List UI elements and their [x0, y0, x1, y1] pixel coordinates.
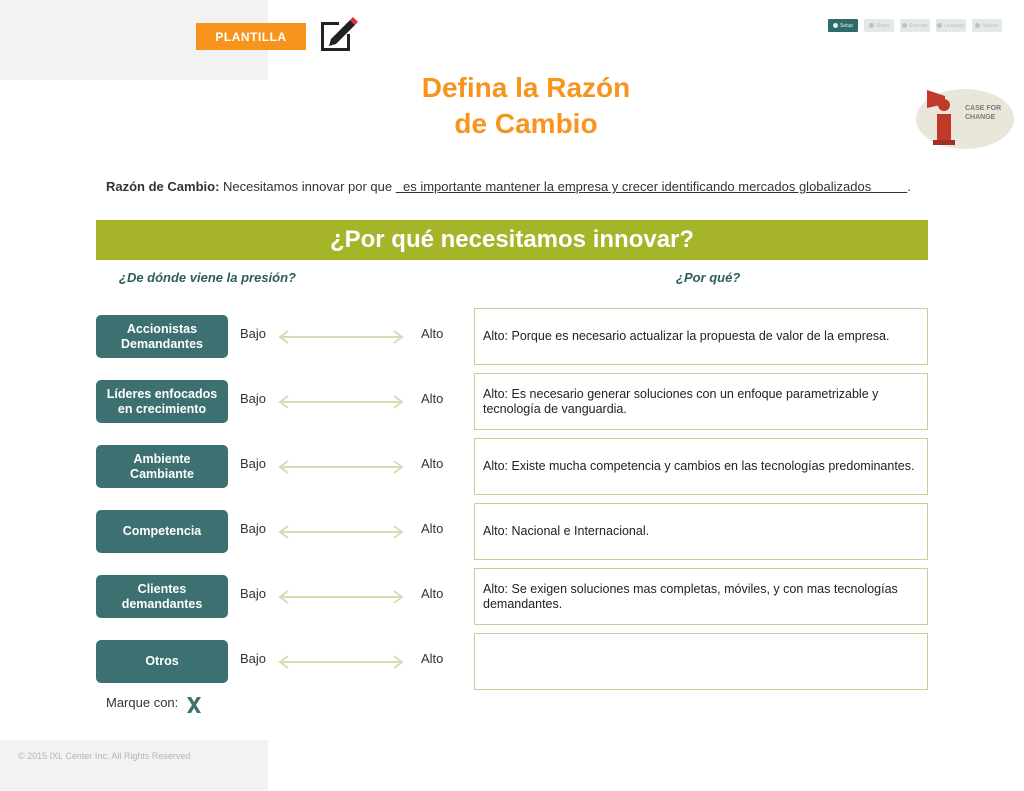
- double-arrow-icon[interactable]: [276, 655, 406, 669]
- edit-note-icon: [317, 12, 359, 54]
- why-answer-text: Alto: Se exigen soluciones mas completas, móviles, y con mas tecnologías demandantes.: [483, 581, 898, 611]
- step-label: Execute: [909, 22, 928, 29]
- column-header-why: ¿Por qué?: [676, 270, 741, 285]
- step-0[interactable]: [828, 19, 858, 32]
- scale-high-label: Alto: [421, 651, 444, 666]
- template-badge: PLANTILLA: [196, 23, 306, 50]
- footer-corner-panel: [0, 740, 268, 791]
- pressure-source-label: Otros: [96, 640, 228, 683]
- pressure-source-label: Líderes enfocados en crecimiento: [96, 380, 228, 423]
- why-answer-text: Alto: Existe mucha competencia y cambios en las tecnologías predominantes.: [483, 459, 915, 473]
- scale-high-label: Alto: [421, 391, 444, 406]
- scale-low-label: Bajo: [240, 391, 267, 406]
- why-answer-box[interactable]: [474, 503, 928, 560]
- step-dot-icon: [937, 23, 942, 28]
- scale-low-label: Bajo: [240, 521, 267, 536]
- scale-low-label: Bajo: [240, 586, 267, 601]
- double-arrow-icon[interactable]: [276, 590, 406, 604]
- why-answer-box[interactable]: [474, 308, 928, 365]
- why-answer-box[interactable]: [474, 568, 928, 625]
- step-label: Leverage: [944, 22, 965, 29]
- scale-high-label: Alto: [421, 326, 444, 341]
- why-answer-box[interactable]: [474, 373, 928, 430]
- step-dot-icon: [902, 23, 907, 28]
- step-label: Share: [875, 22, 890, 29]
- reason-prefix: Necesitamos innovar por que: [223, 179, 393, 194]
- step-label: Sustain: [982, 22, 999, 29]
- scale-high-label: Alto: [421, 521, 444, 536]
- page-title: [396, 70, 656, 142]
- scale-high-label: Alto: [421, 586, 444, 601]
- mark-instruction: Marque con:: [106, 695, 179, 710]
- page-title-line1: Defina la Razón: [421, 72, 631, 103]
- progress-steps: [828, 19, 1002, 32]
- scale-low-label: Bajo: [240, 326, 267, 341]
- scale-low-label: Bajo: [240, 456, 267, 471]
- step-dot-icon: [869, 23, 874, 28]
- reason-statement: [106, 179, 911, 194]
- logo-text-line1: CASE FOR: [965, 105, 1002, 112]
- why-answer-text: Alto: Es necesario generar soluciones con un enfoque parametrizable y tecnología de vanguardia.: [483, 386, 879, 416]
- scale-high-label: Alto: [421, 456, 444, 471]
- copyright-notice: © 2015 IXL Center Inc. All Rights Reserved: [18, 751, 191, 761]
- double-arrow-icon[interactable]: [276, 460, 406, 474]
- column-header-pressure: ¿De dónde viene la presión?: [119, 270, 296, 285]
- step-dot-icon: [833, 23, 838, 28]
- logo-text-line2: CHANGE: [965, 114, 996, 121]
- why-answer-text: Alto: Porque es necesario actualizar la propuesta de valor de la empresa.: [483, 329, 890, 343]
- section-banner: ¿Por qué necesitamos innovar?: [96, 220, 928, 260]
- step-4[interactable]: [972, 19, 1002, 32]
- double-arrow-icon[interactable]: [276, 330, 406, 344]
- step-label: Setup: [839, 22, 854, 29]
- why-answer-box[interactable]: [474, 633, 928, 690]
- reason-suffix: .: [907, 179, 911, 194]
- scale-low-label: Bajo: [240, 651, 267, 666]
- reason-answer[interactable]: es importante mantener la empresa y crecer identificando mercados globalizados: [402, 179, 872, 194]
- step-3[interactable]: [936, 19, 966, 32]
- reason-label: Razón de Cambio:: [106, 179, 220, 194]
- pressure-source-label: Accionistas Demandantes: [96, 315, 228, 358]
- pressure-source-label: Ambiente Cambiante: [96, 445, 228, 488]
- why-answer-text: Alto: Nacional e Internacional.: [483, 524, 650, 538]
- page-title-line2: de Cambio: [454, 108, 598, 139]
- double-arrow-icon[interactable]: [276, 525, 406, 539]
- step-2[interactable]: [900, 19, 930, 32]
- pressure-source-label: Competencia: [96, 510, 228, 553]
- double-arrow-icon[interactable]: [276, 395, 406, 409]
- why-answer-box[interactable]: [474, 438, 928, 495]
- step-dot-icon: [975, 23, 980, 28]
- pressure-source-label: Clientes demandantes: [96, 575, 228, 618]
- case-for-change-logo: [915, 84, 1015, 150]
- step-1[interactable]: [864, 19, 894, 32]
- x-mark-icon: [184, 695, 204, 715]
